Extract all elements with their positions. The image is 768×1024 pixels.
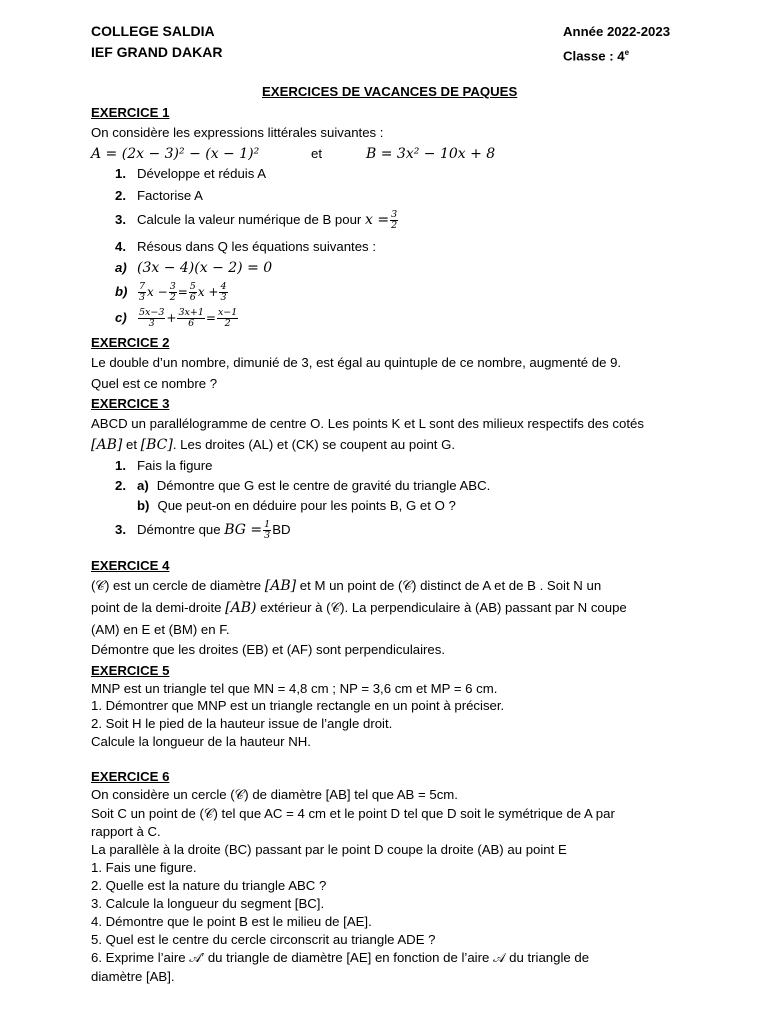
ex5-line3: 2. Soit H le pied de la hauteur issue de l’angle droit. bbox=[91, 716, 393, 731]
q-text: Calcule la valeur numérique de B pour bbox=[137, 212, 365, 227]
ex3-line2 bbox=[91, 436, 455, 454]
ex1-qc bbox=[115, 305, 239, 331]
ex6-line3: rapport à C. bbox=[91, 824, 161, 839]
class-prefix: Classe : 4 bbox=[563, 48, 625, 64]
et-text: et bbox=[122, 437, 141, 452]
ex6-line11: diamètre [AB]. bbox=[91, 969, 175, 984]
q3-fraction bbox=[390, 210, 398, 231]
q-text: Démontre que G est le centre de gravité du triangle ABC. bbox=[156, 478, 491, 493]
q3-fraction bbox=[263, 520, 271, 541]
ex4-line3: (AM) en E et (BM) en F. bbox=[91, 622, 230, 637]
text-part: (𝒞) est un cercle de diamètre bbox=[91, 578, 265, 593]
term: x + bbox=[197, 285, 219, 299]
ex1-q2 bbox=[115, 187, 203, 205]
q-number: 1. bbox=[115, 458, 126, 473]
q3-bd: BD bbox=[272, 522, 291, 537]
text-part: et M un point de (𝒞) distinct de A et de B . Soit N un bbox=[296, 578, 602, 593]
q-label: b) bbox=[137, 498, 150, 513]
q-label: a) bbox=[137, 478, 149, 493]
term: = bbox=[177, 285, 188, 299]
ex1-q3 bbox=[115, 206, 399, 234]
ex2-line1: Le double d’un nombre, dimunié de 3, est égal au quintuple de ce nombre, augmenté de 9. bbox=[91, 355, 622, 370]
text-part: point de la demi-droite bbox=[91, 600, 226, 615]
fraction-denominator: 2 bbox=[391, 220, 398, 232]
term: = bbox=[205, 311, 216, 325]
q3-x: x = bbox=[364, 212, 390, 228]
class-sup: e bbox=[624, 48, 630, 57]
page-title: EXERCICES DE VACANCES DE PAQUES bbox=[262, 84, 518, 99]
ex6-heading: EXERCICE 6 bbox=[91, 769, 170, 784]
ex6-line5: 1. Fais une figure. bbox=[91, 860, 197, 875]
fraction-numerator: 1 bbox=[264, 519, 271, 531]
ex1-qb bbox=[115, 279, 229, 305]
ex2-line2: Quel est ce nombre ? bbox=[91, 376, 218, 391]
term: x − bbox=[147, 285, 168, 299]
fraction: $\frac{3}{2}$ bbox=[169, 281, 176, 304]
text-part: extérieur à (𝒞). La perpendiculaire à (AB) passant par N coupe bbox=[256, 600, 627, 615]
fraction: $\frac{5x-3}{3}$ bbox=[139, 307, 165, 330]
ex4-heading: EXERCICE 4 bbox=[91, 558, 170, 573]
q-number: 3. bbox=[115, 522, 126, 537]
q-number: 3. bbox=[115, 212, 126, 227]
ex5-line2: 1. Démontrer que MNP est un triangle rectangle en un point à préciser. bbox=[91, 698, 505, 713]
ex6-line1: On considère un cercle (𝒞) de diamètre [AB] tel que AB = 5cm. bbox=[91, 787, 458, 802]
q-text: Résous dans Q les équations suivantes : bbox=[137, 239, 376, 254]
fraction: $\frac{x-1}{2}$ bbox=[217, 307, 238, 330]
q-text: Que peut-on en déduire pour les points B, G et O ? bbox=[157, 498, 456, 513]
ex1-q4 bbox=[115, 238, 376, 256]
q-number: 2. bbox=[115, 478, 126, 493]
fraction-denominator: 3 bbox=[264, 530, 271, 542]
ex3-line1: ABCD un parallélogramme de centre O. Les points K et L sont des milieux respectifs des cotés bbox=[91, 416, 644, 431]
ex1-et: et bbox=[311, 146, 322, 161]
line-rest: . Les droites (AL) et (CK) se coupent au point G. bbox=[172, 437, 456, 452]
segment-bc: [BC] bbox=[140, 437, 173, 453]
ex6-line2: Soit C un point de (𝒞) tel que AC = 4 cm et le point D tel que D soit le symétrique de A par bbox=[91, 806, 615, 821]
fraction: $\frac{3x+1}{6}$ bbox=[178, 307, 204, 330]
ex3-heading: EXERCICE 3 bbox=[91, 396, 170, 411]
ex4-line2 bbox=[91, 599, 627, 617]
fraction: $\frac{5}{6}$ bbox=[189, 281, 196, 304]
ex4-line1 bbox=[91, 577, 601, 595]
school-year: Année 2022-2023 bbox=[563, 24, 671, 39]
q-text: Fais la figure bbox=[137, 458, 213, 473]
ief-name: IEF GRAND DAKAR bbox=[91, 44, 223, 60]
q-number: 4. bbox=[115, 239, 126, 254]
ex3-q1 bbox=[115, 457, 213, 475]
half-line-ab: [AB) bbox=[225, 600, 257, 616]
ex1-expr-b: B = 3x² − 10x + 8 bbox=[366, 146, 496, 162]
ex3-q2b bbox=[137, 497, 456, 515]
q-equation: (3x − 4)(x − 2) = 0 bbox=[137, 260, 273, 276]
term: + bbox=[166, 311, 177, 325]
q-label: c) bbox=[115, 310, 127, 325]
ex6-line7: 3. Calcule la longueur du segment [BC]. bbox=[91, 896, 325, 911]
ex1-qa bbox=[115, 259, 272, 277]
fraction: $\frac{4}{3}$ bbox=[220, 281, 227, 304]
ex1-expr-a: A = (2x − 3)² − (x − 1)² bbox=[91, 146, 260, 162]
ex1-q1 bbox=[115, 165, 266, 183]
ex1-heading: EXERCICE 1 bbox=[91, 105, 170, 120]
segment-ab: [AB] bbox=[91, 437, 123, 453]
ex6-line10: 6. Exprime l’aire 𝒜′ du triangle de diamètre [AE] en fonction de l’aire 𝒜 du triangle de bbox=[91, 950, 590, 965]
ex5-line4: Calcule la longueur de la hauteur NH. bbox=[91, 734, 311, 749]
ex6-line9: 5. Quel est le centre du cercle circonscrit au triangle ADE ? bbox=[91, 932, 436, 947]
ex5-line1: MNP est un triangle tel que MN = 4,8 cm ; NP = 3,6 cm et MP = 6 cm. bbox=[91, 681, 498, 696]
ex1-intro: On considère les expressions littérales suivantes : bbox=[91, 125, 384, 140]
ex6-line4: La parallèle à la droite (BC) passant par le point D coupe la droite (AB) au point E bbox=[91, 842, 567, 857]
q-text: Factorise A bbox=[137, 188, 203, 203]
ex3-q2a bbox=[115, 477, 490, 495]
ex6-line8: 4. Démontre que le point B est le milieu de [AE]. bbox=[91, 914, 372, 929]
q-text: Démontre que bbox=[137, 522, 225, 537]
class-label bbox=[563, 44, 629, 65]
q-label: a) bbox=[115, 260, 127, 275]
ex2-heading: EXERCICE 2 bbox=[91, 335, 170, 350]
q-text: Développe et réduis A bbox=[137, 166, 267, 181]
school-name: COLLEGE SALDIA bbox=[91, 23, 215, 39]
ex4-line4: Démontre que les droites (EB) et (AF) sont perpendiculaires. bbox=[91, 642, 446, 657]
q3-bg: BG = bbox=[224, 522, 263, 538]
q-label: b) bbox=[115, 284, 128, 299]
fraction-numerator: 3 bbox=[391, 209, 398, 221]
ex6-line6: 2. Quelle est la nature du triangle ABC ? bbox=[91, 878, 327, 893]
segment-ab: [AB] bbox=[264, 578, 297, 594]
fraction: $\frac{7}{3}$ bbox=[139, 281, 146, 304]
q-number: 2. bbox=[115, 188, 126, 203]
ex3-q3 bbox=[115, 516, 291, 544]
q-number: 1. bbox=[115, 166, 126, 181]
ex5-heading: EXERCICE 5 bbox=[91, 663, 170, 678]
